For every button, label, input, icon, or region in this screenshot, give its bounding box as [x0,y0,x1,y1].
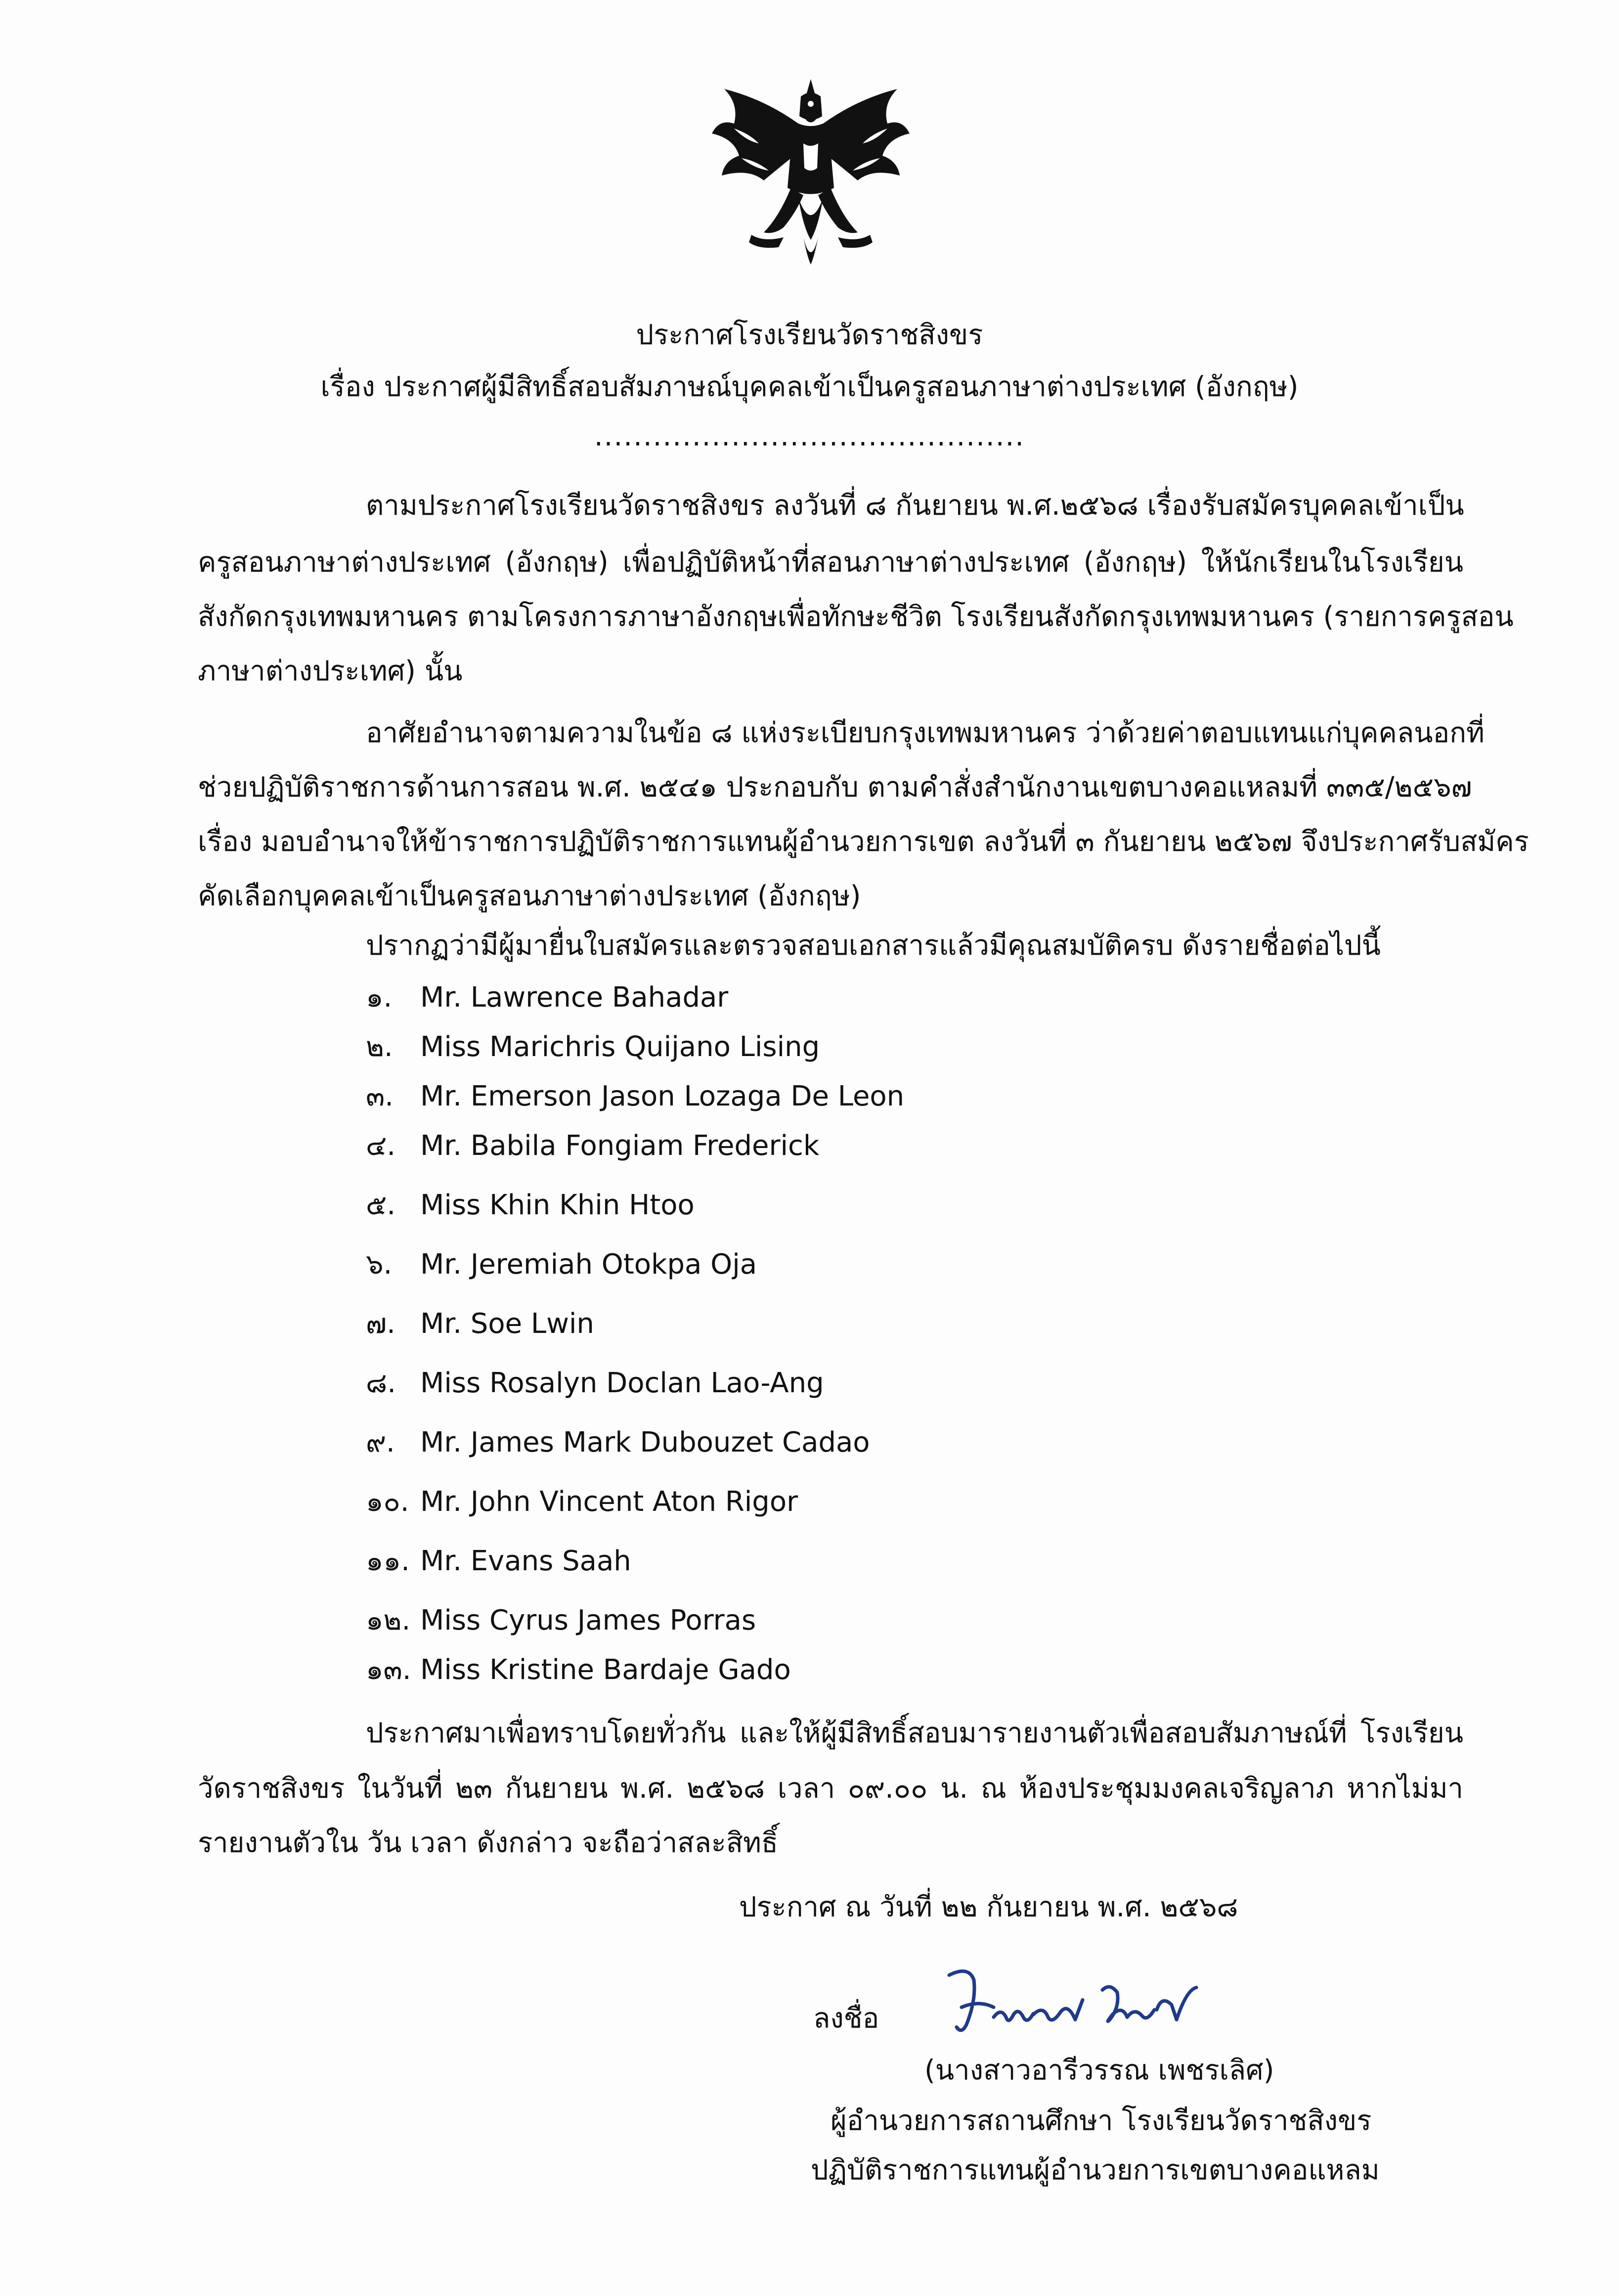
list-item-number: ๑๒. [366,1604,411,1636]
list-item [366,1189,695,1221]
list-item [366,1248,757,1280]
signer-acting-position: ปฏิบัติราชการแทนผู้อำนวยการเขตบางคอแหลม [811,2154,1380,2186]
list-item [366,1080,905,1112]
list-item-number: ๒. [366,1031,393,1063]
list-item [366,1426,870,1458]
paragraph1-line1: ตามประกาศโรงเรียนวัดราชสิงขร ลงวันที่ ๘ กันยายน พ.ศ.๒๕๖๘ เรื่องรับสมัครบุคคลเข้าเป็น [366,489,1464,522]
separator-dots: ............................................ [594,420,1025,452]
garuda-emblem-icon [704,69,917,277]
list-item [366,1132,819,1160]
candidate-name: Mr. Babila Fongiam Frederick [420,1130,820,1162]
candidate-name: Miss Cyrus James Porras [420,1604,756,1636]
signer-name: (นางสาวอารีวรรณ เพชรเลิศ) [924,2054,1274,2086]
list-item [366,981,729,1014]
candidate-name: Mr. John Vincent Aton Rigor [420,1486,798,1518]
document-subject: เรื่อง ประกาศผู้มีสิทธิ์สอบสัมภาษณ์บุคคลเข้าเป็นครูสอนภาษาต่างประเทศ (อังกฤษ) [320,371,1299,403]
list-item-number: ๑. [366,981,393,1014]
list-item-number: ๑๓. [366,1654,411,1686]
handwritten-signature-icon [939,1960,1246,2049]
list-item [366,1369,824,1397]
list-item-number: ๖. [366,1248,393,1280]
paragraph2-line3: เรื่อง มอบอำนาจให้ข้าราชการปฏิบัติราชการแทนผู้อำนวยการเขต ลงวันที่ ๓ กันยายน ๒๕๖๗ จึงประกาศรับสมัคร [198,826,1529,858]
candidate-name: Mr. Evans Saah [420,1545,631,1577]
list-item-number: ๔. [366,1130,396,1162]
candidate-name: Miss Marichris Quijano Lising [420,1031,820,1063]
paragraph1-line3: สังกัดกรุงเทพมหานคร ตามโครงการภาษาอังกฤษเพื่อทักษะชีวิต โรงเรียนสังกัดกรุงเทพมหานคร (รายการครูสอน [198,601,1514,633]
list-item-number: ๕. [366,1189,396,1221]
paragraph1-line4: ภาษาต่างประเทศ) นั้น [198,655,463,687]
paragraph1-line2: ครูสอนภาษาต่างประเทศ (อังกฤษ) เพื่อปฏิบัติหน้าที่สอนภาษาต่างประเทศ (อังกฤษ) ให้นักเรียนในโรงเรียน [198,546,1463,578]
signer-position: ผู้อำนวยการสถานศึกษา โรงเรียนวัดราชสิงขร [831,2105,1372,2137]
paragraph2-line4: คัดเลือกบุคคลเข้าเป็นครูสอนภาษาต่างประเทศ (อังกฤษ) [198,880,861,912]
list-item-number: ๓. [366,1080,394,1112]
list-item [366,1033,820,1061]
paragraph2-line2: ช่วยปฏิบัติราชการด้านการสอน พ.ศ. ๒๕๔๑ ประกอบกับ ตามคำสั่งสำนักงานเขตบางคอแหลมที่ ๓๓๕/๒๕๖๗ [198,771,1472,803]
candidate-name: Mr. Emerson Jason Lozaga De Leon [420,1080,905,1112]
candidate-name: Miss Rosalyn Doclan Lao-Ang [420,1367,824,1399]
announce-date: ประกาศ ณ วันที่ ๒๒ กันยายน พ.ศ. ๒๕๖๘ [739,1891,1238,1923]
paragraph4-line3: รายงานตัวใน วัน เวลา ดังกล่าว จะถือว่าสละสิทธิ์ [198,1827,779,1859]
candidate-name: Mr. Jeremiah Otokpa Oja [420,1248,757,1280]
list-item [366,1547,631,1575]
candidate-name: Miss Kristine Bardaje Gado [420,1654,791,1686]
paragraph4-line2: วัดราชสิงขร ในวันที่ ๒๓ กันยายน พ.ศ. ๒๕๖๘ เวลา ๐๙.๐๐ น. ณ ห้องประชุมมงคลเจริญลาภ หากไม่มา [198,1772,1463,1805]
sign-label: ลงชื่อ [813,2002,879,2034]
document-title: ประกาศโรงเรียนวัดราชสิงขร [636,319,983,351]
list-item [366,1656,791,1684]
candidate-name: Miss Khin Khin Htoo [420,1189,695,1221]
list-item-number: ๙. [366,1426,395,1458]
paragraph2-line1: อาศัยอำนาจตามความในข้อ ๘ แห่งระเบียบกรุงเทพมหานคร ว่าด้วยค่าตอบแทนแก่บุคคลนอกที่ [366,717,1485,749]
candidate-name: Mr. James Mark Dubouzet Cadao [420,1426,870,1458]
list-item-number: ๑๑. [366,1545,410,1577]
list-item-number: ๘. [366,1367,396,1399]
list-item-number: ๗. [366,1308,395,1340]
list-item [366,1604,756,1636]
list-item [366,1310,594,1338]
list-item-number: ๑๐. [366,1486,409,1518]
candidate-name: Mr. Soe Lwin [420,1308,594,1340]
list-item [366,1488,798,1516]
qualified-intro: ปรากฏว่ามีผู้มายื่นใบสมัครและตรวจสอบเอกสารแล้วมีคุณสมบัติครบ ดังรายชื่อต่อไปนี้ [366,929,1381,962]
paragraph4-line1: ประกาศมาเพื่อทราบโดยทั่วกัน และให้ผู้มีสิทธิ์สอบมารายงานตัวเพื่อสอบสัมภาษณ์ที่ โรงเรียน [366,1717,1463,1749]
candidate-name: Mr. Lawrence Bahadar [420,981,729,1014]
